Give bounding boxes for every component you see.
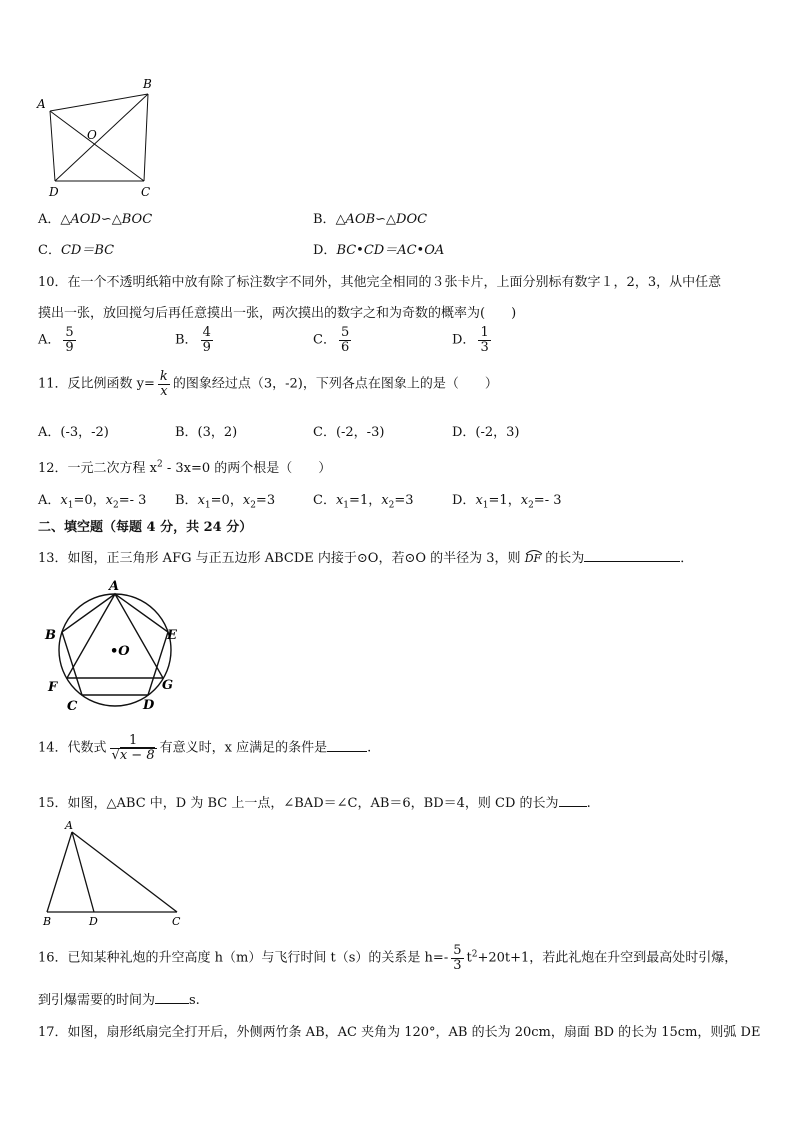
label-b: B (45, 628, 56, 643)
segment-ab (47, 832, 72, 912)
circle-pentagon-figure (40, 578, 188, 716)
root-2: - 3 (129, 493, 147, 508)
q11-option-c: C．(-2，-3) (313, 425, 385, 440)
root-2: 3 (405, 493, 414, 508)
q17-line1: 17．如图，扇形纸扇完全打开后，外侧两竹条 AB，AC 夹角为 120°，AB 的长为 20cm，扇面 BD 的长为 15cm，则弧 DE (38, 1025, 761, 1040)
section-heading: 二、填空题（每题 4 分，共 24 分） (38, 520, 253, 535)
segment-da (50, 111, 55, 181)
q13-end: ． (680, 551, 694, 566)
q14-end: . (367, 740, 372, 756)
q10-option-d (452, 326, 494, 354)
segment-ab (50, 94, 148, 111)
option-letter: A． (38, 493, 61, 508)
label-c: C (141, 185, 151, 199)
triangle-abd-figure (38, 818, 188, 928)
q11-post: 的图象经过点（3，-2)，下列各点在图象上的是（ ） (172, 376, 498, 392)
q10-option-b (175, 326, 216, 354)
segment-ad (72, 832, 94, 912)
option-letter: B． (313, 212, 336, 227)
root-1: 0 (84, 493, 93, 508)
q15-end: . (586, 796, 591, 811)
option-letter: C． (38, 243, 61, 258)
q12-option-b: B．$x_1=0$，$x_2=3$ (175, 493, 276, 511)
q10-option-c (313, 326, 354, 354)
option-letter: C． (313, 493, 336, 508)
segment-ca (72, 832, 177, 912)
root-2: - 3 (544, 493, 562, 508)
label-b: B (143, 77, 152, 91)
denominator: 3 (453, 957, 462, 973)
q16-line2-end: s. (189, 993, 200, 1008)
q10-line2: 摸出一张，放回搅匀后再任意摸出一张，两次摸出的数字之和为奇数的概率为( ) (38, 306, 517, 321)
arc-label: DF (525, 552, 541, 565)
label-g: G (162, 678, 174, 693)
numerator: 1 (110, 734, 157, 749)
root-2: 3 (266, 493, 276, 508)
answer-blank[interactable] (559, 794, 587, 807)
q12-stem (38, 457, 331, 476)
numerator: 1 (480, 325, 489, 340)
option-text: CD＝BC (60, 243, 115, 258)
fraction (339, 326, 351, 354)
q11-pre: 11．反比例函数 y= (38, 376, 155, 392)
diagonal-ac (50, 111, 144, 181)
q13-stem (38, 547, 693, 566)
segment-bc (144, 94, 148, 181)
q16-line2 (38, 989, 200, 1008)
q12-option-a: A．$x_1=0$，$x_2=-$ 3 (38, 493, 147, 511)
root-1: 1 (499, 493, 508, 508)
denominator: 6 (340, 339, 350, 355)
q12-pre: 12．一元二次方程 x (38, 461, 158, 476)
label-a: A (109, 579, 120, 594)
q12-post: - 3x=0 的两个根是（ ） (162, 461, 332, 476)
option-letter: C． (313, 332, 336, 348)
denominator: 9 (202, 339, 211, 355)
denominator: x (160, 383, 168, 399)
numerator: k (159, 369, 168, 384)
numerator: 5 (340, 325, 350, 340)
option-text: BC•CD＝AC•OA (336, 243, 445, 258)
q9-option-a (38, 208, 152, 227)
q9-option-c (38, 239, 114, 258)
fraction (201, 326, 213, 354)
fraction (63, 326, 75, 354)
q14-pre: 14．代数式 (38, 740, 107, 756)
option-letter: D． (452, 493, 476, 508)
sqrt-sign: √ (111, 747, 120, 763)
triangle-afg (67, 594, 163, 678)
option-text: △AOD∽△BOC (60, 212, 153, 227)
label-e: E (167, 628, 177, 643)
label-d: D (89, 915, 98, 928)
label-o: •O (110, 644, 130, 659)
option-letter: A． (38, 332, 61, 348)
q16-stem: 16．已知某种礼炮的升空高度 h（m）与飞行时间 t（s）的关系是 h=- $\frac{5}{3}$ $t^2+20t+1$，若此礼炮在升空到最高处时引爆， (38, 943, 738, 973)
label-d: D (49, 185, 59, 199)
diagonal-bd (55, 94, 148, 181)
label-b: B (43, 915, 52, 928)
q12-option-d: D．$x_1=1$，$x_2=-$ 3 (452, 493, 562, 511)
label-a: A (37, 97, 46, 111)
exponent: 2 (471, 949, 478, 960)
q14-stem (38, 734, 371, 762)
q10-option-a (38, 326, 79, 354)
q16-pre: 16．已知某种礼炮的升空高度 h（m）与飞行时间 t（s）的关系是 h= (38, 950, 444, 966)
denominator: 9 (65, 339, 74, 355)
fraction (158, 370, 170, 398)
option-letter: B． (175, 332, 198, 348)
quadrilateral-figure (30, 74, 165, 200)
q11-option-d: D．(-2，3) (452, 425, 520, 440)
q12-option-c: C．$x_1=1$，$x_2=3$ (313, 493, 414, 511)
numerator: 4 (202, 325, 211, 340)
q13-text: 13．如图，正三角形 AFG 与正五边形 ABCDE 内接于⊙O，若⊙O 的半径为 3，则 (38, 551, 521, 566)
label-o: O (87, 128, 97, 142)
label-f: F (48, 680, 58, 695)
exponent: 2 (157, 459, 163, 470)
denominator: 3 (480, 339, 489, 355)
q11-option-b: B．(3，2) (175, 425, 238, 440)
q9-option-d (313, 239, 444, 258)
fraction (451, 944, 463, 972)
label-a: A (65, 819, 73, 832)
q11-option-a: A．(-3，-2) (38, 425, 109, 440)
q16-post2: +20t+1，若此礼炮在升空到最高处时引爆， (477, 950, 738, 966)
option-text: △AOB∽△DOC (335, 212, 428, 227)
arc-symbol (525, 549, 543, 555)
q15-text: 15．如图，△ABC 中，D 为 BC 上一点，∠BAD＝∠C，AB＝6，BD＝4，则 CD 的长为 (38, 796, 559, 811)
numerator: 5 (453, 943, 462, 958)
q13-post: 的长为 (545, 551, 585, 566)
answer-blank[interactable] (584, 549, 680, 562)
q15-stem (38, 792, 591, 811)
answer-blank[interactable] (327, 739, 367, 752)
q16-post: t (466, 950, 472, 966)
numerator: 5 (65, 325, 74, 340)
root-1: 1 (359, 493, 369, 508)
q16-line2-text: 到引爆需要的时间为 (38, 993, 156, 1008)
q9-option-b (313, 208, 427, 227)
option-letter: D． (313, 243, 337, 258)
answer-blank[interactable] (155, 991, 189, 1004)
q11-stem (38, 370, 498, 398)
label-c: C (67, 699, 78, 714)
option-letter: B． (175, 493, 198, 508)
denominator: √x − 8 (111, 747, 155, 763)
q14-post: 有意义时，x 应满足的条件是 (159, 740, 328, 756)
label-c: C (172, 915, 181, 928)
root-1: 0 (221, 493, 230, 508)
label-d: D (143, 698, 155, 713)
fraction (110, 734, 157, 762)
fraction (478, 326, 490, 354)
option-letter: A． (38, 212, 61, 227)
q10-line1: 10．在一个不透明纸箱中放有除了标注数字不同外，其他完全相同的３张卡片，上面分别标有数字１，2，3，从中任意 (38, 275, 722, 290)
option-letter: D． (452, 332, 476, 348)
